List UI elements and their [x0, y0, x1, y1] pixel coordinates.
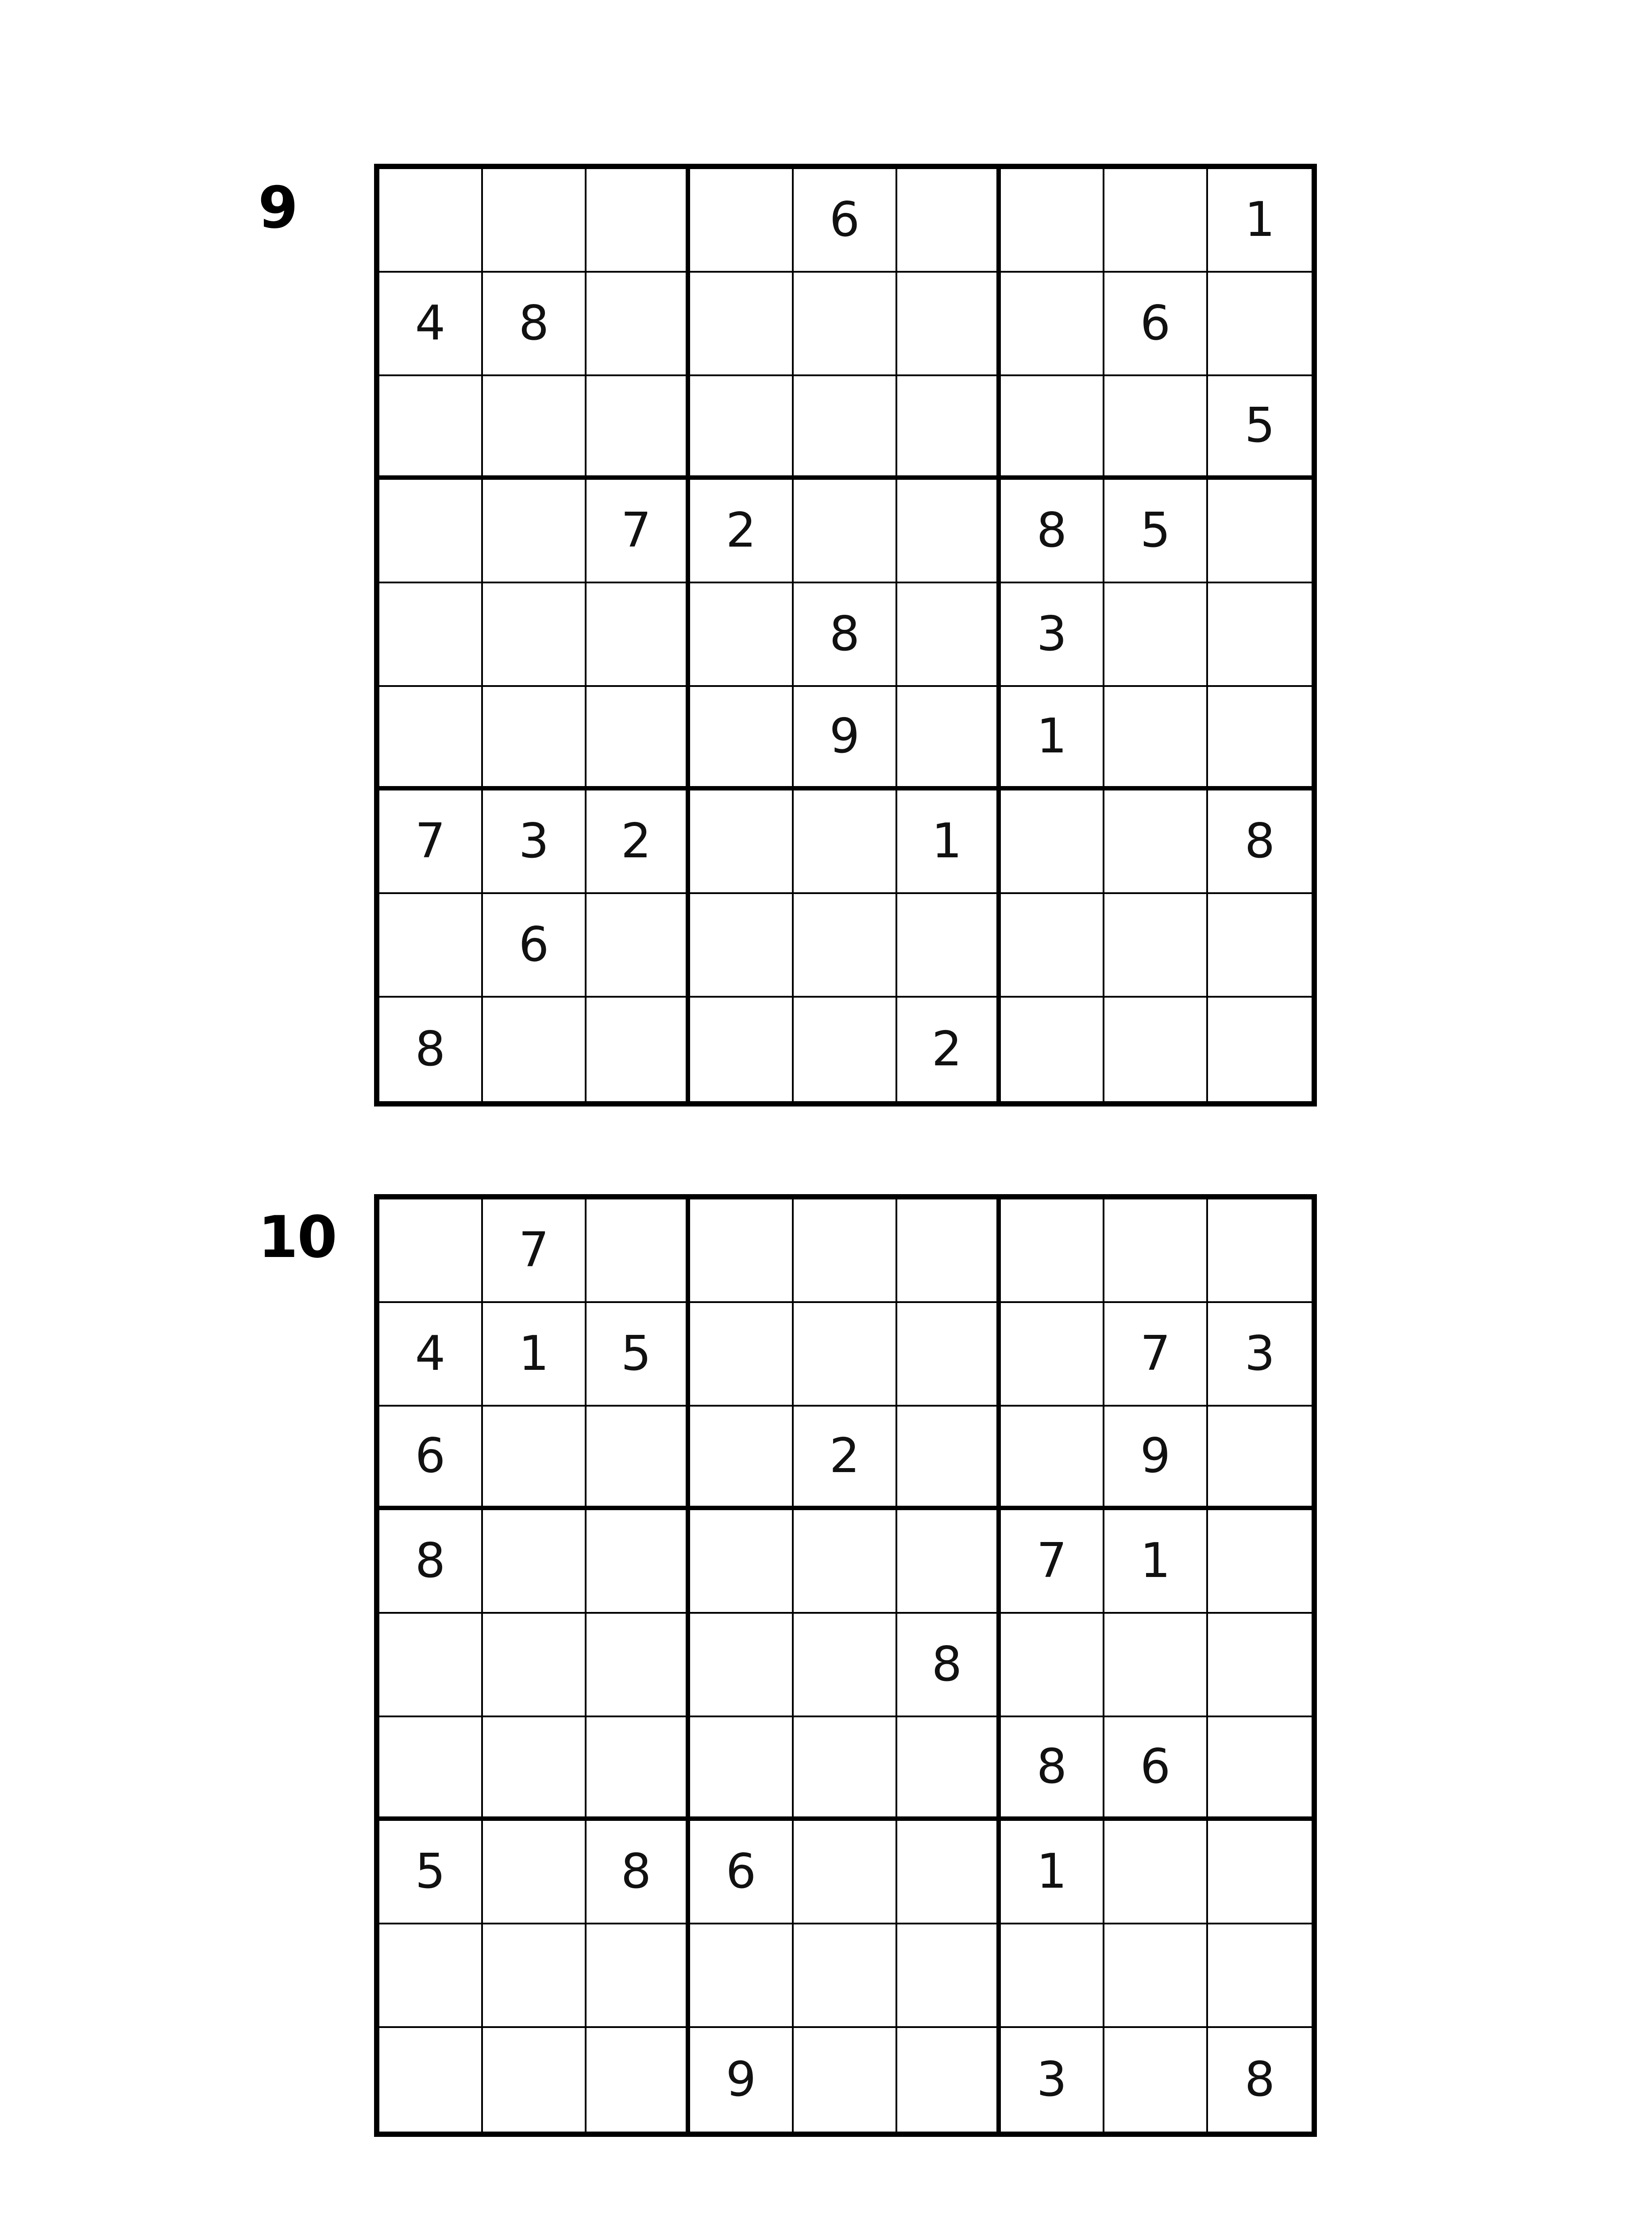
- sudoku-cell[interactable]: [1104, 1821, 1208, 1924]
- sudoku-cell[interactable]: [587, 894, 690, 998]
- sudoku-cell[interactable]: 3: [1001, 583, 1104, 687]
- sudoku-cell[interactable]: [1208, 480, 1312, 583]
- sudoku-cell[interactable]: [587, 1614, 690, 1717]
- sudoku-cell[interactable]: 9: [690, 2028, 794, 2132]
- sudoku-cell[interactable]: [483, 169, 587, 273]
- sudoku-cell[interactable]: [1104, 790, 1208, 894]
- sudoku-cell[interactable]: [1001, 1924, 1104, 2028]
- sudoku-cell[interactable]: [587, 687, 690, 790]
- sudoku-cell[interactable]: [587, 583, 690, 687]
- sudoku-cell[interactable]: [794, 2028, 897, 2132]
- sudoku-cell[interactable]: 1: [483, 1303, 587, 1407]
- sudoku-cell[interactable]: [897, 1303, 1001, 1407]
- sudoku-cell[interactable]: [897, 894, 1001, 998]
- sudoku-cell[interactable]: [794, 1821, 897, 1924]
- sudoku-cell[interactable]: [1208, 273, 1312, 376]
- sudoku-cell[interactable]: 6: [1104, 1717, 1208, 1821]
- sudoku-cell[interactable]: 1: [1001, 687, 1104, 790]
- sudoku-cell[interactable]: [587, 1924, 690, 2028]
- sudoku-cell[interactable]: [794, 1614, 897, 1717]
- sudoku-cell[interactable]: 5: [379, 1821, 483, 1924]
- sudoku-cell[interactable]: [1208, 1614, 1312, 1717]
- sudoku-cell[interactable]: 8: [1001, 480, 1104, 583]
- sudoku-cell[interactable]: [587, 998, 690, 1101]
- sudoku-grid-10: [374, 1194, 1317, 2137]
- sudoku-cell[interactable]: 8: [794, 583, 897, 687]
- puzzle-number-9: 9: [258, 174, 297, 241]
- sudoku-cell[interactable]: [1208, 998, 1312, 1101]
- sudoku-cell[interactable]: [690, 998, 794, 1101]
- sudoku-cell[interactable]: [379, 687, 483, 790]
- sudoku-cell[interactable]: [794, 894, 897, 998]
- sudoku-cell[interactable]: [483, 687, 587, 790]
- sudoku-cell[interactable]: [1208, 687, 1312, 790]
- sudoku-cell[interactable]: [1104, 1614, 1208, 1717]
- sudoku-cell[interactable]: [483, 2028, 587, 2132]
- sudoku-cell[interactable]: 8: [587, 1821, 690, 1924]
- sudoku-cell[interactable]: [1001, 376, 1104, 480]
- sudoku-cell[interactable]: 8: [1244, 2052, 1275, 2107]
- sudoku-cell[interactable]: [690, 273, 794, 376]
- sudoku-grid-9: [374, 164, 1317, 1106]
- sudoku-cell[interactable]: 8: [379, 998, 483, 1101]
- sudoku-cell[interactable]: [1208, 1199, 1312, 1303]
- sudoku-cell[interactable]: 7: [1001, 1510, 1104, 1614]
- sudoku-cell[interactable]: 6: [690, 1821, 794, 1924]
- sudoku-cell[interactable]: [587, 169, 690, 273]
- sudoku-cell[interactable]: 2: [897, 998, 1001, 1101]
- sudoku-cell[interactable]: [483, 583, 587, 687]
- sudoku-cell[interactable]: [1208, 894, 1312, 998]
- sudoku-cell[interactable]: 4: [379, 1303, 483, 1407]
- sudoku-cell[interactable]: [379, 1717, 483, 1821]
- sudoku-cell[interactable]: 1: [1104, 1510, 1208, 1614]
- sudoku-cell[interactable]: [587, 2028, 690, 2132]
- sudoku-cell[interactable]: [379, 2028, 483, 2132]
- sudoku-cell[interactable]: [1104, 1924, 1208, 2028]
- sudoku-cell[interactable]: [794, 1924, 897, 2028]
- sudoku-cell[interactable]: [483, 1717, 587, 1821]
- sudoku-cell[interactable]: 6: [379, 1407, 483, 1510]
- sudoku-cell[interactable]: [1104, 376, 1208, 480]
- sudoku-cell[interactable]: [897, 273, 1001, 376]
- sudoku-cell[interactable]: [1001, 1407, 1104, 1510]
- sudoku-cell[interactable]: [897, 1717, 1001, 1821]
- sudoku-cell[interactable]: [587, 1407, 690, 1510]
- sudoku-cell[interactable]: [794, 998, 897, 1101]
- sudoku-cell[interactable]: [379, 1614, 483, 1717]
- sudoku-cell[interactable]: [897, 687, 1001, 790]
- sudoku-cell[interactable]: 2: [794, 1407, 897, 1510]
- sudoku-cell[interactable]: [897, 480, 1001, 583]
- puzzle-number-10: 10: [258, 1203, 336, 1271]
- sudoku-cell[interactable]: 1: [1208, 169, 1312, 273]
- sudoku-cell[interactable]: [483, 998, 587, 1101]
- sudoku-cell[interactable]: [379, 169, 483, 273]
- sudoku-cell[interactable]: 7: [379, 790, 483, 894]
- sudoku-cell[interactable]: 7: [1104, 1303, 1208, 1407]
- sudoku-cell[interactable]: 6: [1104, 273, 1208, 376]
- sudoku-cell[interactable]: [690, 169, 794, 273]
- sudoku-cell[interactable]: 7: [483, 1199, 587, 1303]
- sudoku-cell[interactable]: 8: [897, 1614, 1001, 1717]
- sudoku-cell[interactable]: [483, 480, 587, 583]
- sudoku-cell[interactable]: [1001, 169, 1104, 273]
- sudoku-cell[interactable]: [587, 1510, 690, 1614]
- sudoku-cell[interactable]: [690, 583, 794, 687]
- sudoku-cell[interactable]: 8: [483, 273, 587, 376]
- sudoku-cell[interactable]: [897, 1407, 1001, 1510]
- sudoku-cell[interactable]: 7: [587, 480, 690, 583]
- sudoku-cell[interactable]: [690, 1199, 794, 1303]
- sudoku-cell[interactable]: [794, 1717, 897, 1821]
- sudoku-cell[interactable]: [794, 1510, 897, 1614]
- sudoku-cell[interactable]: [379, 894, 483, 998]
- sudoku-cell[interactable]: [690, 894, 794, 998]
- sudoku-cell[interactable]: 3: [483, 790, 587, 894]
- sudoku-cell[interactable]: 8: [1208, 790, 1312, 894]
- sudoku-cell[interactable]: [690, 1407, 794, 1510]
- sudoku-cell[interactable]: [794, 790, 897, 894]
- sudoku-cell[interactable]: [1104, 169, 1208, 273]
- sudoku-cell[interactable]: 5: [587, 1303, 690, 1407]
- sudoku-cell[interactable]: [1104, 998, 1208, 1101]
- sudoku-cell[interactable]: [1208, 583, 1312, 687]
- sudoku-cell[interactable]: [897, 583, 1001, 687]
- sudoku-cell[interactable]: 9: [794, 687, 897, 790]
- sudoku-cell[interactable]: [794, 376, 897, 480]
- sudoku-cell[interactable]: [897, 1510, 1001, 1614]
- sudoku-cell[interactable]: [1104, 583, 1208, 687]
- sudoku-cell[interactable]: [379, 1199, 483, 1303]
- sudoku-cell[interactable]: 5: [1208, 376, 1312, 480]
- sudoku-cell[interactable]: 1: [1001, 1821, 1104, 1924]
- sudoku-cell[interactable]: [379, 480, 483, 583]
- sudoku-cell[interactable]: [690, 1717, 794, 1821]
- sudoku-cell[interactable]: [1001, 1199, 1104, 1303]
- sudoku-cell[interactable]: [1208, 1510, 1312, 1614]
- sudoku-cell[interactable]: [794, 273, 897, 376]
- sudoku-cell[interactable]: [1208, 1407, 1312, 1510]
- sudoku-cell[interactable]: 3: [1001, 2028, 1104, 2132]
- sudoku-cell[interactable]: [690, 1303, 794, 1407]
- sudoku-cell[interactable]: [483, 1924, 587, 2028]
- sudoku-cell[interactable]: [1001, 273, 1104, 376]
- sudoku-cell[interactable]: [897, 1924, 1001, 2028]
- sudoku-cell[interactable]: 9: [1104, 1407, 1208, 1510]
- sudoku-cell[interactable]: [587, 376, 690, 480]
- sudoku-cell[interactable]: [897, 2028, 1001, 2132]
- sudoku-cell[interactable]: [1001, 998, 1104, 1101]
- sudoku-cell[interactable]: 1: [897, 790, 1001, 894]
- sudoku-cell[interactable]: 8: [379, 1510, 483, 1614]
- sudoku-cell[interactable]: [379, 583, 483, 687]
- sudoku-cell[interactable]: 3: [1208, 1303, 1312, 1407]
- sudoku-cell[interactable]: [690, 1510, 794, 1614]
- sudoku-cell[interactable]: [897, 169, 1001, 273]
- sudoku-cell[interactable]: [690, 1614, 794, 1717]
- sudoku-cell[interactable]: [587, 1717, 690, 1821]
- sudoku-cell[interactable]: [690, 790, 794, 894]
- sudoku-cell[interactable]: [1208, 1924, 1312, 2028]
- sudoku-cell[interactable]: [379, 376, 483, 480]
- sudoku-cell[interactable]: [1001, 1303, 1104, 1407]
- sudoku-cell[interactable]: [483, 1407, 587, 1510]
- sudoku-cell[interactable]: 6: [794, 169, 897, 273]
- sudoku-cell[interactable]: [690, 1924, 794, 2028]
- sudoku-cell[interactable]: 2: [690, 480, 794, 583]
- sudoku-cell[interactable]: [483, 1614, 587, 1717]
- sudoku-cell[interactable]: [1208, 1821, 1312, 1924]
- sudoku-cell[interactable]: [794, 480, 897, 583]
- sudoku-cell[interactable]: [587, 1199, 690, 1303]
- sudoku-cell[interactable]: 8: [1001, 1717, 1104, 1821]
- sudoku-cell[interactable]: [483, 376, 587, 480]
- sudoku-cell[interactable]: 5: [1104, 480, 1208, 583]
- sudoku-cell[interactable]: [483, 1821, 587, 1924]
- sudoku-cell[interactable]: [1104, 894, 1208, 998]
- sudoku-cell[interactable]: [1001, 894, 1104, 998]
- sudoku-cell[interactable]: [1001, 1614, 1104, 1717]
- sudoku-cell[interactable]: [1001, 790, 1104, 894]
- sudoku-cell[interactable]: [483, 1510, 587, 1614]
- sudoku-cell[interactable]: 4: [379, 273, 483, 376]
- sudoku-cell[interactable]: 6: [483, 894, 587, 998]
- sudoku-cell[interactable]: [897, 1821, 1001, 1924]
- sudoku-cell[interactable]: [794, 1303, 897, 1407]
- sudoku-cell[interactable]: [794, 1199, 897, 1303]
- sudoku-cell[interactable]: [587, 273, 690, 376]
- sudoku-cell[interactable]: [690, 376, 794, 480]
- sudoku-cell[interactable]: [1208, 1717, 1312, 1821]
- sudoku-cell[interactable]: [1104, 2028, 1208, 2132]
- sudoku-cell[interactable]: [379, 1924, 483, 2028]
- sudoku-cell[interactable]: [1104, 687, 1208, 790]
- sudoku-cell[interactable]: [897, 1199, 1001, 1303]
- sudoku-cell[interactable]: [897, 376, 1001, 480]
- sudoku-cell[interactable]: [690, 687, 794, 790]
- sudoku-cell[interactable]: [1104, 1199, 1208, 1303]
- sudoku-cell[interactable]: 2: [587, 790, 690, 894]
